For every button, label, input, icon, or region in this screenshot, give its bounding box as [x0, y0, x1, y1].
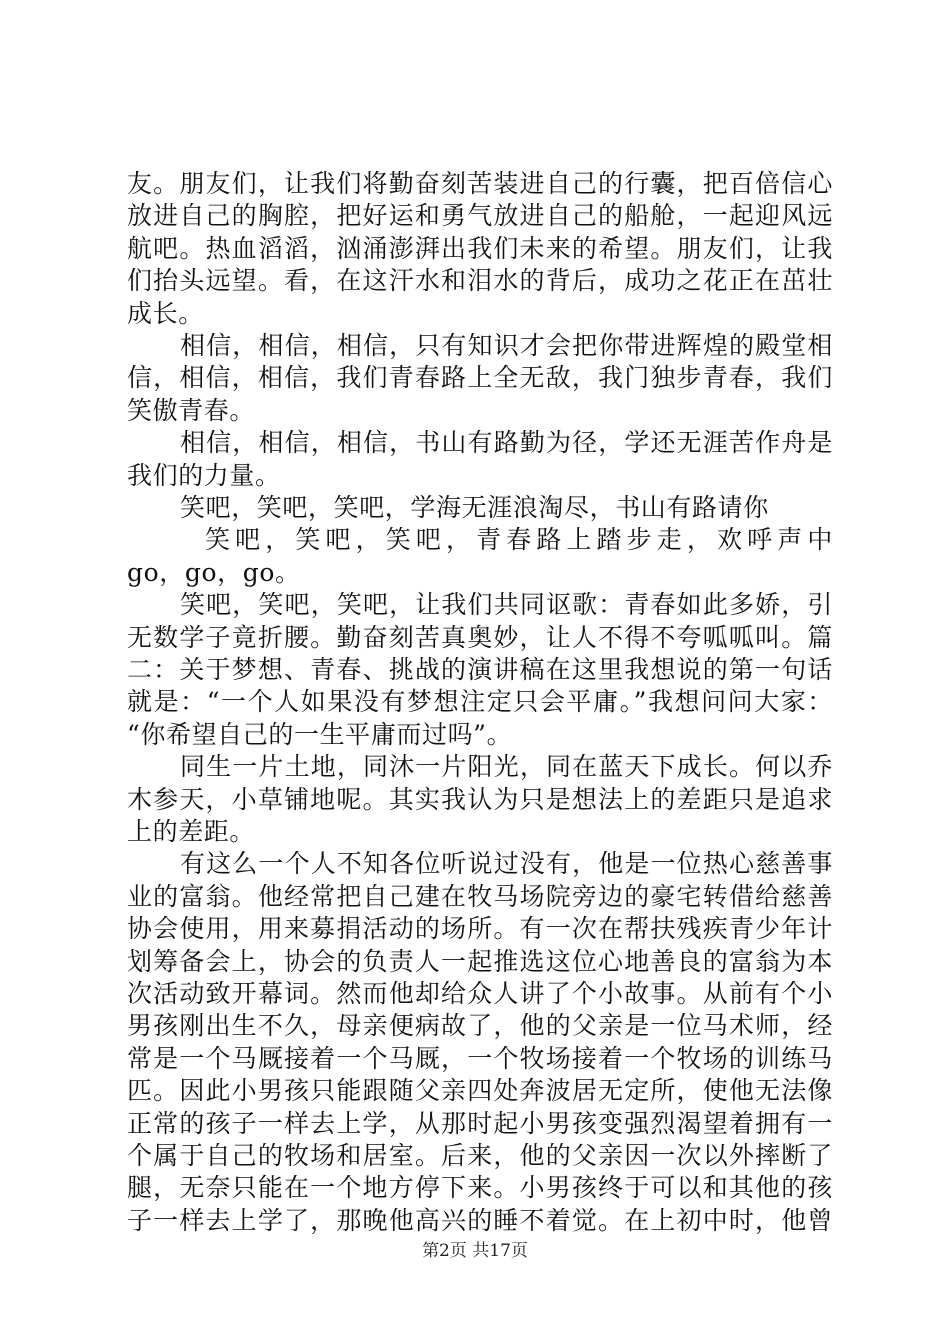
text-line: 成长。 [127, 298, 204, 328]
text-line: 相信，相信，相信，书山有路勤为径，学还无涯苦作舟是 [180, 428, 833, 458]
text-line: 男孩刚出生不久，母亲便病故了，他的父亲是一位马术师，经 [127, 1011, 833, 1041]
text-line: 次活动致开幕词。然而他却给众人讲了个小故事。从前有个小 [127, 979, 833, 1008]
text-line: 笑傲青春。 [127, 395, 256, 425]
text-line: 子一样去上学了，那晚他高兴的睡不着觉。在上初中时，他曾 [127, 1205, 833, 1235]
text-line: 放进自己的胸腔，把好运和勇气放进自己的船舱，一起迎风远 [127, 201, 833, 231]
text-line: 航吧。热血滔滔，汹涌澎湃出我们未来的希望。朋友们，让我 [127, 233, 833, 263]
text-line: 我们的力量。 [127, 460, 281, 490]
text-line: 笑吧，笑吧，笑吧，学海无涯浪淘尽，书山有路请你 [180, 493, 769, 522]
text-line: 友。朋友们，让我们将勤奋刻苦装进自己的行囊，把百倍信心 [127, 169, 833, 198]
text-line: 同生一片土地，同沐一片阳光，同在蓝天下成长。何以乔 [180, 752, 833, 782]
text-line: 匹。因此小男孩只能跟随父亲四处奔波居无定所，使他无法像 [127, 1076, 833, 1106]
text-line: 正常的孩子一样去上学，从那时起小男孩变强烈渴望着拥有一 [127, 1108, 833, 1138]
text-line: 们抬头远望。看，在这汗水和泪水的背后，成功之花正在茁壮 [127, 266, 833, 296]
text-line: 信，相信，相信，我们青春路上全无敌，我门独步青春，我们 [127, 363, 833, 393]
text-line: 个属于自己的牧场和居室。后来，他的父亲因一次以外摔断了 [127, 1141, 833, 1170]
text-line: “你希望自己的一生平庸而过吗”。 [127, 719, 513, 749]
text-line: 无数学子竟折腰。勤奋刻苦真奥妙，让人不得不夸呱呱叫。篇 [127, 622, 833, 652]
text-line: 相信，相信，相信，只有知识才会把你带进辉煌的殿堂相 [180, 331, 833, 360]
text-line: 划筹备会上，协会的负责人一起推选这位心地善良的富翁为本 [127, 946, 833, 976]
text-line: 业的富翁。他经常把自己建在牧马场院旁边的豪宅转借给慈善 [127, 881, 833, 911]
text-line: 上的差距。 [127, 817, 256, 846]
text-line: 木参天，小草铺地呢。其实我认为只是想法上的差距只是追求 [127, 784, 833, 814]
text-line: 就是：“一个人如果没有梦想注定只会平庸。”我想问问大家： [127, 687, 833, 717]
text-line: 笑吧，笑吧，笑吧，让我们共同讴歌：青春如此多娇，引 [180, 590, 833, 620]
text-line: 笑吧，笑吧，笑吧，青春路上踏步走，欢呼声中 [205, 525, 833, 555]
text-line: 有这么一个人不知各位听说过没有，他是一位热心慈善事 [180, 849, 833, 879]
text-line: go，go，go。 [127, 557, 301, 587]
text-line: 常是一个马厩接着一个马厩，一个牧场接着一个牧场的训练马 [127, 1043, 833, 1073]
page-number-footer: 第2页 共17页 [422, 1241, 528, 1261]
text-line: 二：关于梦想、青春、挑战的演讲稿在这里我想说的第一句话 [127, 655, 833, 684]
text-line: 腿，无奈只能在一个地方停下来。小男孩终于可以和其他的孩 [127, 1173, 833, 1203]
text-line: 协会使用，用来募捐活动的场所。有一次在帮扶残疾青少年计 [127, 914, 833, 944]
